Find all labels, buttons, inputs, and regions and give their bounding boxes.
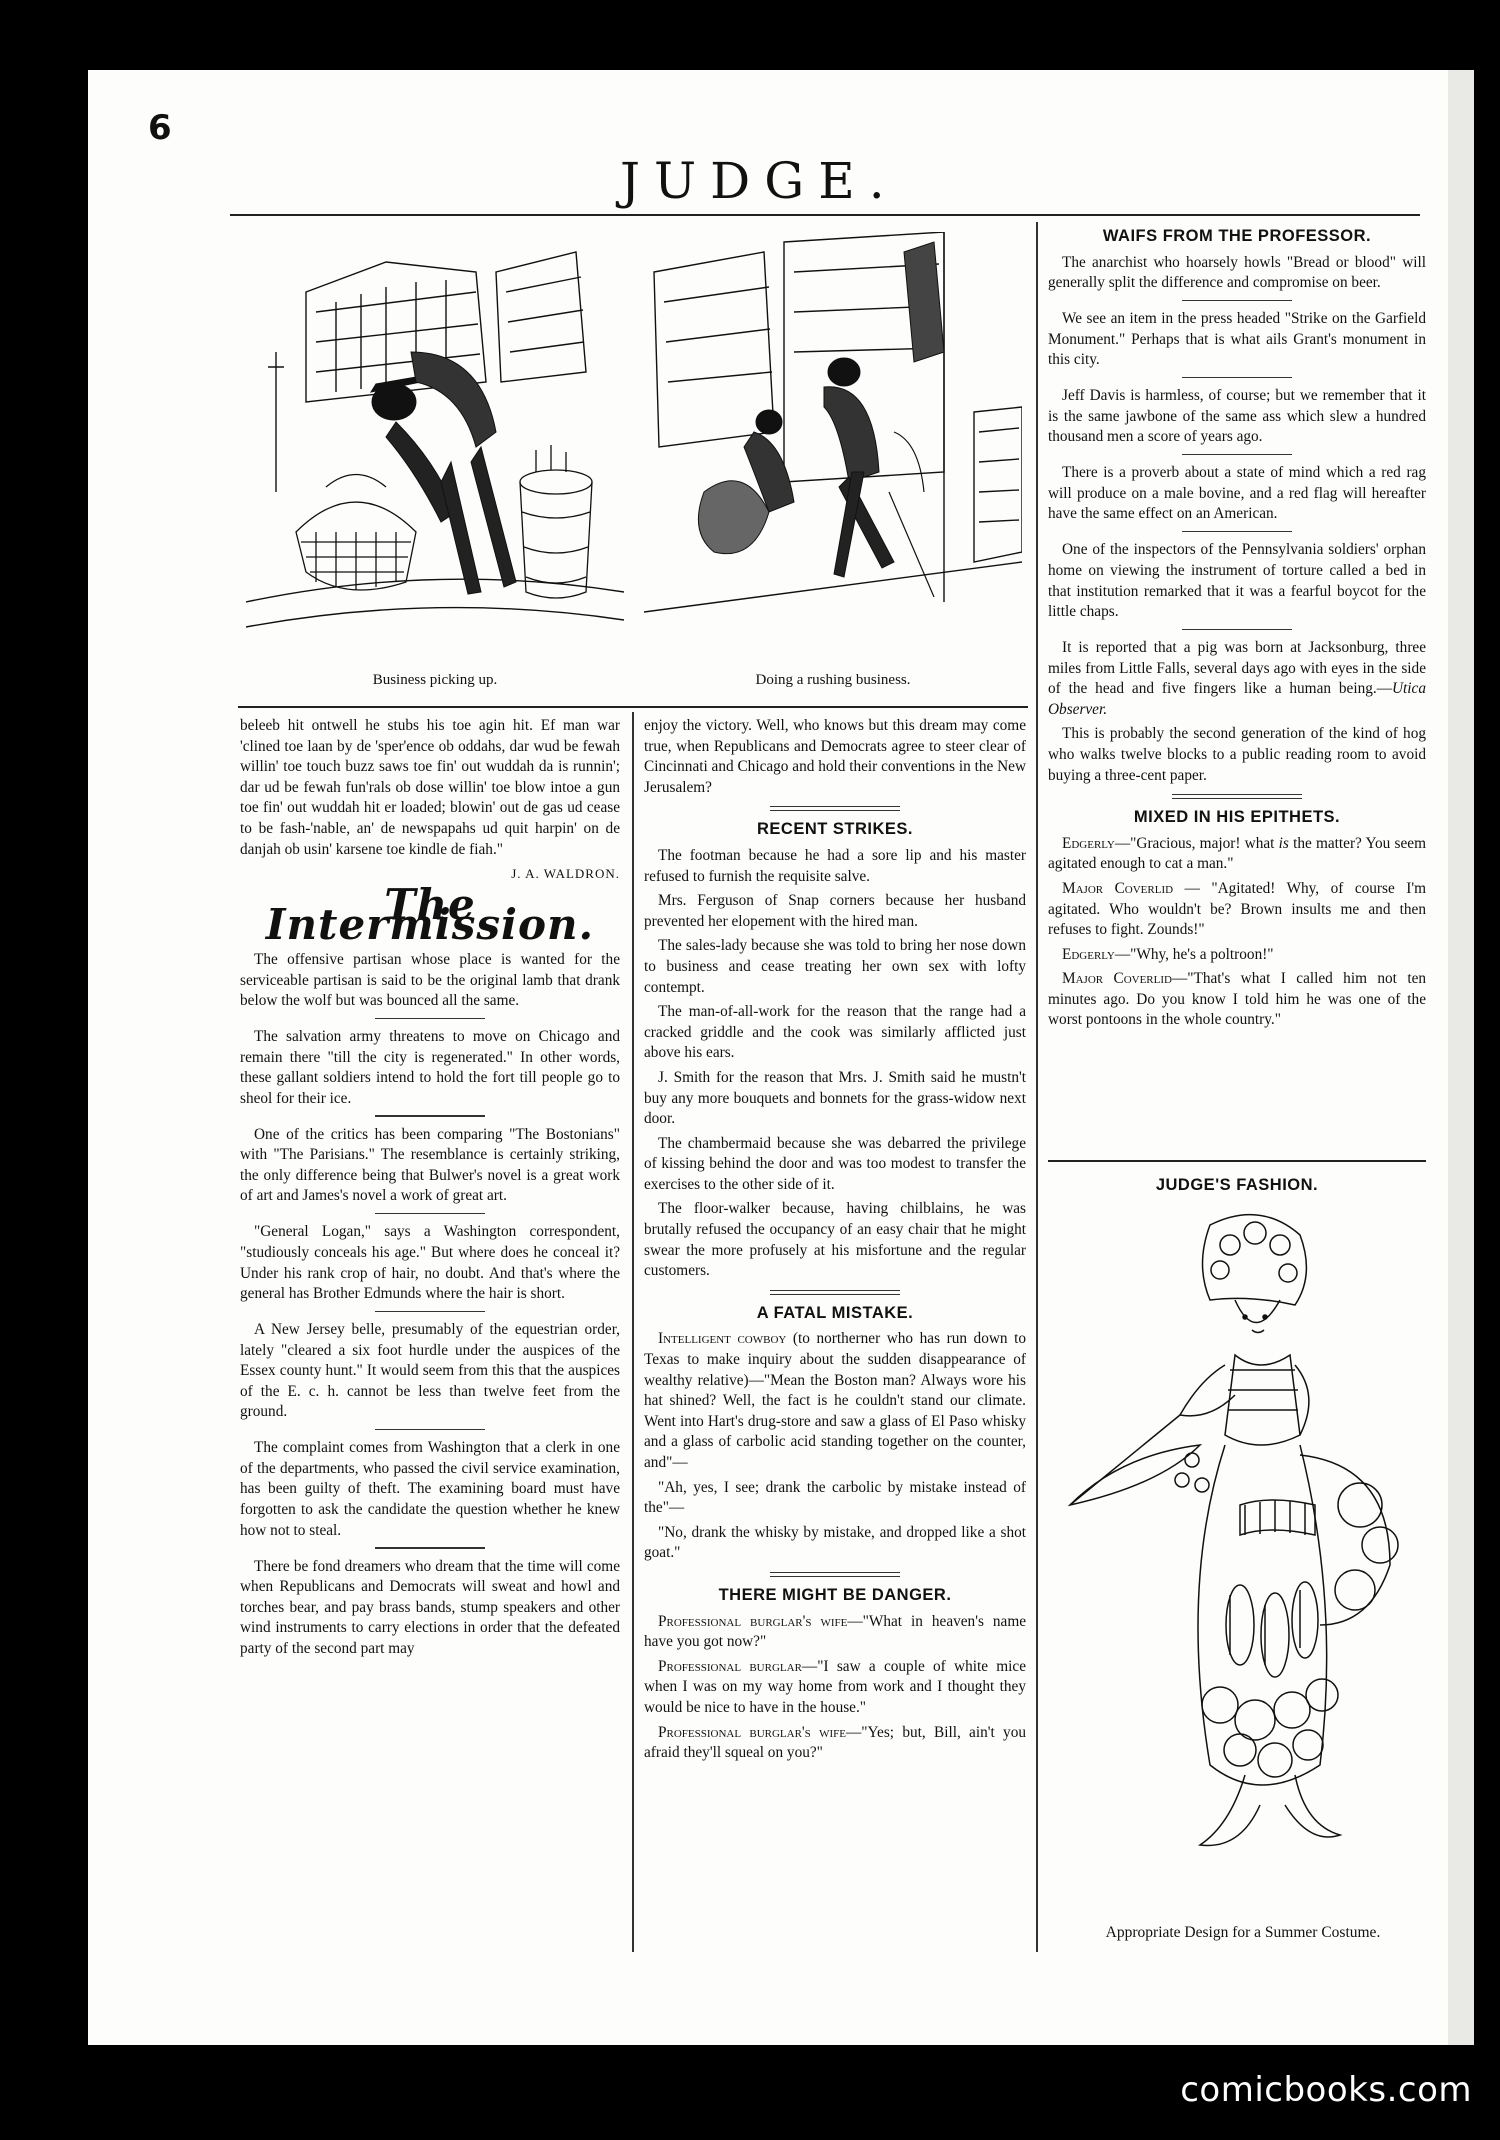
speaker: Intelligent cowboy bbox=[658, 1330, 787, 1348]
paragraph: We see an item in the press headed "Strike on the Garfield Monument." Perhaps that is what ails Grant's monument in this city. bbox=[1048, 310, 1426, 369]
paragraph: The man-of-all-work for the reason that the range had a cracked griddle and the cook was similarly afflicted just above his ears. bbox=[644, 1003, 1026, 1062]
dialect-paragraph: beleeb hit ontwell he stubs his toe agin hit. Ef man war 'clined toe laan by de 'sper'ence ob oddahs, dar wud be fewah willin' toe touch buzz saws toe fin' out wuddah da is runnin'; dar ud be fewah fun'rals ob dose willin' toe blow intoe a gun toe fin' out wuddah hit er loaded; blowin' out de gas ud cease to be fash-'nable, an' de newspapahs ud quit harpin' on de danjah ob usin' karsene toe kindle de fiah." bbox=[240, 717, 620, 858]
paragraph: Edgerly—"Why, he's a poltroon!" bbox=[1062, 945, 1274, 963]
paragraph: It is reported that a pig was born at Jacksonburg, three miles from Little Falls, several days ago with eyes in the side of the head and five fingers like a human being.—Utica Observer. bbox=[1048, 638, 1426, 718]
column-rule bbox=[632, 712, 634, 1952]
fashion-top-rule bbox=[1048, 1160, 1426, 1162]
fashion-illustration bbox=[1060, 1205, 1420, 1905]
cartoon-caption: Doing a rushing business. bbox=[755, 672, 911, 688]
paragraph: Jeff Davis is harmless, of course; but we remember that it is the same jawbone of the same ass which slew a hundred thousand men a score of years ago. bbox=[1048, 387, 1426, 446]
column-3 bbox=[1048, 222, 1426, 1035]
separator bbox=[1182, 629, 1292, 630]
fashion-caption: Appropriate Design for a Summer Costume. bbox=[1105, 1924, 1381, 1941]
double-separator bbox=[770, 1572, 900, 1577]
paragraph: Professional burglar's wife—"Yes; but, Bill, ain't you afraid they'll squeal on you?" bbox=[644, 1723, 1026, 1762]
paragraph: Major Coverlid—"That's what I called him not ten minutes ago. Do you know I told him he was one of the worst pontoons in the whole country." bbox=[1048, 970, 1427, 1029]
double-separator bbox=[770, 1290, 900, 1295]
recent-strikes-heading: RECENT STRIKES. bbox=[756, 820, 914, 839]
cartoon-bottom-rule bbox=[238, 706, 1028, 708]
paragraph: "General Logan," says a Washington correspondent, "studiously conceals his age." But where does he conceal it? Under his rank crop of hair, no doubt. And that's where the general has Brother Edmunds where the hair is short. bbox=[240, 1223, 620, 1303]
speaker: Professional burglar's wife bbox=[658, 1723, 846, 1741]
separator bbox=[375, 1018, 485, 1019]
fashion-heading: JUDGE'S FASHION. bbox=[1155, 1176, 1319, 1194]
separator bbox=[1182, 300, 1292, 301]
speaker: Professional burglar's wife bbox=[658, 1612, 848, 1630]
paragraph: The complaint comes from Washington that a clerk in one of the departments, who passed the civil service examination, has been guilty of theft. The examining board must have forgotten to ask the candidate the question whether he knew how not to steal. bbox=[240, 1439, 620, 1539]
masthead-rule bbox=[230, 214, 1420, 216]
danger-heading: THERE MIGHT BE DANGER. bbox=[718, 1585, 952, 1604]
column-2 bbox=[644, 716, 1026, 1768]
double-separator bbox=[770, 806, 900, 811]
paragraph: The anarchist who hoarsely howls "Bread or blood" will generally split the difference and compromise on beer. bbox=[1048, 253, 1426, 292]
paragraph: One of the inspectors of the Pennsylvania soldiers' orphan home on viewing the instrument of torture called a bed in that institution remarked that it was a fearful boycot for the little chaps. bbox=[1048, 541, 1426, 621]
paragraph: The chambermaid because she was debarred the privilege of kissing behind the door and was too modest to transfer the exercises to the other side of it. bbox=[644, 1134, 1026, 1193]
paragraph: Major Coverlid — "Agitated! Why, of course I'm agitated. Who wouldn't be? Brown insults me and then refuses to fight. Zounds!" bbox=[1048, 879, 1426, 939]
paragraph: Professional burglar's wife—"What in heaven's name have you got now?" bbox=[644, 1612, 1027, 1651]
separator bbox=[375, 1213, 485, 1214]
separator bbox=[375, 1429, 485, 1430]
epithets-heading: MIXED IN HIS EPITHETS. bbox=[1133, 808, 1341, 827]
paragraph: Professional burglar—"I saw a couple of white mice when I was on my way home from work and I thought they would be nice to have in the house." bbox=[644, 1657, 1027, 1716]
separator bbox=[1182, 377, 1292, 378]
watermark: comicbooks.com bbox=[1180, 2070, 1472, 2110]
separator bbox=[1182, 531, 1292, 532]
column-1 bbox=[240, 716, 620, 1664]
paragraph: Intelligent cowboy (to northerner who has run down to Texas to make inquiry about the sudden disappearance of wealthy relative)—"Mean the Boston man? Always wore his hat shined? Well, the fact is he couldn't stand our climate. Went into Hart's drug-store and saw a glass of El Paso whisky and a glass of carbolic acid standing together on the counter, and"— bbox=[644, 1330, 1026, 1471]
paragraph: "Ah, yes, I see; drank the carbolic by mistake instead of the"— bbox=[644, 1478, 1026, 1517]
separator bbox=[375, 1311, 485, 1312]
paragraph: This is probably the second generation of the kind of hog who walks twelve blocks to a public reading room to avoid buying a three-cent paper. bbox=[1048, 725, 1426, 784]
column-rule bbox=[1036, 222, 1038, 1952]
page-edge bbox=[1448, 70, 1474, 2045]
paragraph: A New Jersey belle, presumably of the equestrian order, lately "cleared a six foot hurdle under the auspices of the Essex county hunt." It would seem from this that the auspices of the E. c. h. cannot be less than twelve feet from the ground. bbox=[240, 1321, 620, 1421]
paragraph: "No, drank the whisky by mistake, and dropped like a shot goat." bbox=[644, 1523, 1026, 1562]
paragraph: The floor-walker because, having chilblains, he was brutally refused the occupancy of an easy chair that he might swear the more profusely at his misfortune and the regular customers. bbox=[644, 1200, 1026, 1280]
paragraph: The sales-lady because she was told to bring her nose down to business and cease treating her own sex with lofty contempt. bbox=[644, 937, 1026, 996]
source-credit: Utica Observer. bbox=[1048, 680, 1426, 718]
paragraph: The salvation army threatens to move on Chicago and remain there "till the city is regenerated." In other words, these gallant soldiers intend to hold the fort till people go to sheol for their ice. bbox=[240, 1028, 620, 1107]
paragraph: The offensive partisan whose place is wanted for the serviceable partisan is said to be the original lamb that drank below the wolf but was bounced all the same. bbox=[240, 950, 620, 1010]
page-number: 6 bbox=[148, 108, 172, 148]
cartoon-caption: Business picking up. bbox=[372, 672, 498, 688]
masthead-title: JUDGE. bbox=[620, 152, 899, 210]
intermission-heading: The Intermission. bbox=[265, 879, 595, 950]
double-separator bbox=[1172, 794, 1302, 799]
paragraph: One of the critics has been comparing "The Bostonians" with "The Parisians." The resemblance is certainly striking, the only difference being that Bulwer's novel is a great work of art and James's novel a work of great art. bbox=[240, 1125, 620, 1205]
waifs-heading: WAIFS FROM THE PROFESSOR. bbox=[1102, 227, 1372, 245]
separator bbox=[1182, 454, 1292, 455]
paragraph: There is a proverb about a state of mind which a red rag will produce on a male bovine, and a red flag will hereafter have the same effect on an American. bbox=[1048, 464, 1426, 523]
paragraph: There be fond dreamers who dream that the time will come when Republicans and Democrats will sweat and howl and torches bear, and pay brass bands, stump speakers and other wind instruments to carry elections in order that the defeated party of the second part may bbox=[240, 1557, 620, 1657]
signature: J. A. WALDRON. bbox=[511, 866, 620, 882]
separator bbox=[375, 1547, 485, 1548]
paragraph: Mrs. Ferguson of Snap corners because her husband prevented her elopement with the hired man. bbox=[644, 892, 1026, 930]
fatal-mistake-heading: A FATAL MISTAKE. bbox=[756, 1303, 914, 1322]
paragraph: J. Smith for the reason that Mrs. J. Smith said he mustn't buy any more bouquets and bonnets for the grass-widow next door. bbox=[644, 1068, 1026, 1128]
cartoon-rushing-business bbox=[644, 232, 1022, 652]
speaker: Professional burglar bbox=[658, 1657, 802, 1675]
continuation-paragraph: enjoy the victory. Well, who knows but this dream may come true, when Republicans and Democrats agree to steer clear of Cincinnati and Chicago and hold their conventions in the New Jerusalem? bbox=[644, 717, 1026, 796]
cartoon-business-picking-up bbox=[246, 232, 624, 652]
paragraph: Edgerly—"Gracious, major! what is the matter? You seem agitated enough to cat a man." bbox=[1048, 834, 1426, 873]
paragraph: The footman because he had a sore lip and his master refused to furnish the requisite salve. bbox=[644, 846, 1026, 885]
separator bbox=[375, 1115, 485, 1116]
